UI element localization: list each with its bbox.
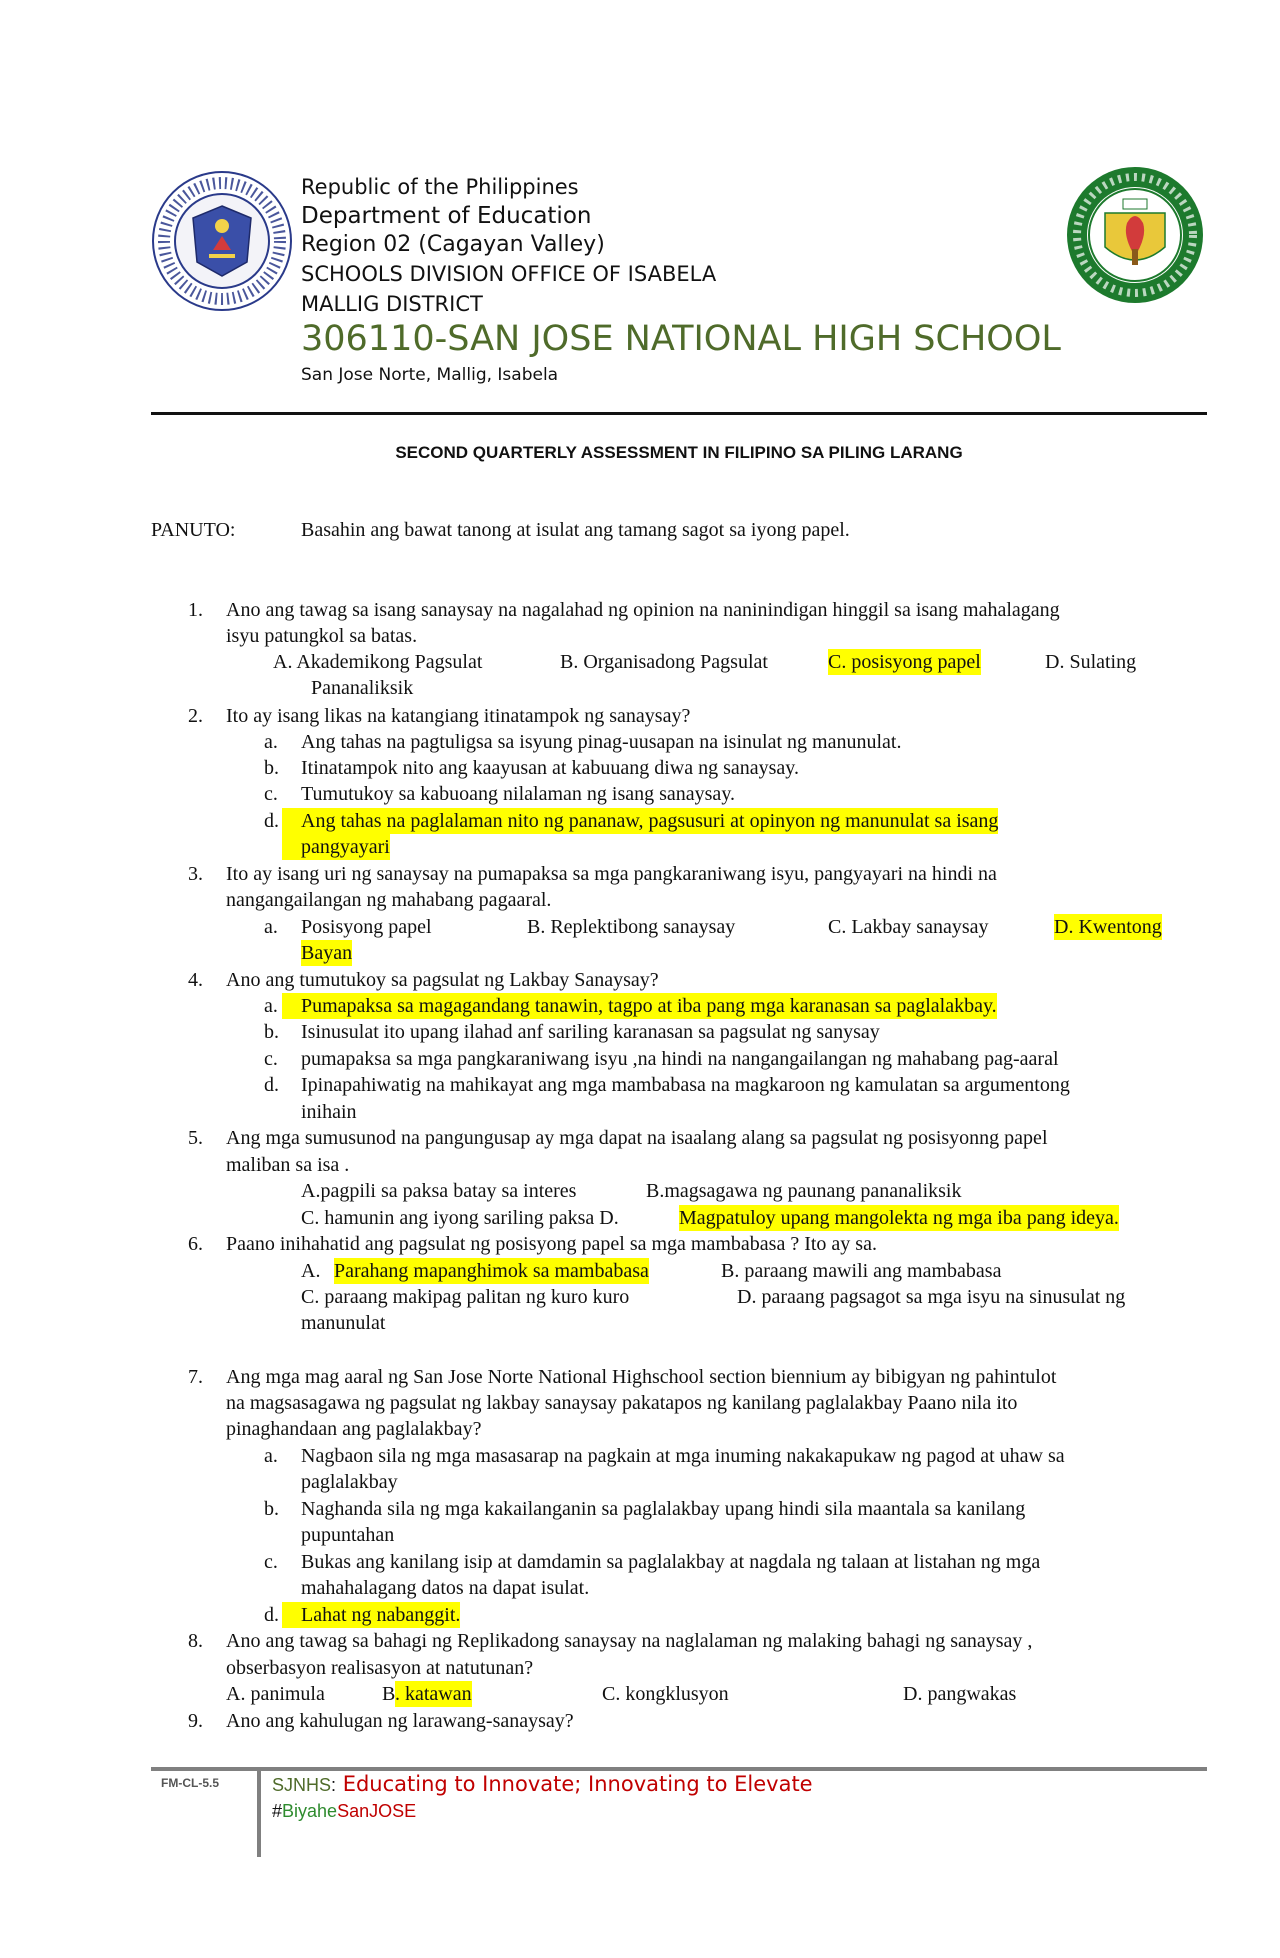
q7-letter-a: a. [264, 1445, 278, 1467]
instructions-text: Basahin ang bawat tanong at isulat ang tamang sagot sa iyong papel. [301, 519, 850, 541]
q6-option-a-answer: Parahang mapanghimok sa mambabasa [334, 1260, 649, 1282]
q7-text-line3: pinaghandaan ang paglalakbay? [226, 1418, 482, 1440]
footer-motto-line [272, 1772, 813, 1796]
header-district: MALLIG DISTRICT [301, 292, 483, 316]
q1-number: 1. [188, 599, 203, 621]
header-department: Department of Education [301, 203, 592, 229]
q7-letter-d: d. [264, 1604, 279, 1626]
q3-option-d-line2: Bayan [301, 942, 353, 964]
q7-letter-b: b. [264, 1498, 279, 1520]
header-divider [151, 412, 1207, 415]
footer-colon: : [331, 1775, 337, 1795]
q3-text-line2: nangangailangan ng mahabang pagaaral. [226, 889, 552, 911]
q4-option-d-line2: inihain [301, 1101, 357, 1123]
q5-text-line2: maliban sa isa . [226, 1154, 350, 1176]
q3-letter-a: a. [264, 916, 278, 938]
q1-option-d: D. Sulating [1045, 651, 1137, 673]
q4-text: Ano ang tumutukoy sa pagsulat ng Lakbay Sanaysay? [226, 969, 659, 991]
q6-option-a-label: A. [301, 1260, 321, 1282]
q8-number: 8. [188, 1630, 203, 1652]
header-region: Region 02 (Cagayan Valley) [301, 232, 605, 257]
q4-letter-a: a. [264, 995, 278, 1017]
q1-option-d-line2: Pananaliksik [311, 677, 414, 699]
q8-option-b-answer: . katawan [395, 1683, 472, 1705]
q3-option-a: Posisyong papel [301, 916, 432, 938]
footer-vertical-divider [257, 1769, 261, 1857]
q2-letter-b: b. [264, 757, 279, 779]
q5-option-b: B.magsagawa ng paunang pananaliksik [646, 1180, 962, 1202]
q4-option-d: Ipinapahiwatig na mahikayat ang mga mambabasa na magkaroon ng kamulatan sa argumentong [301, 1074, 1070, 1096]
q4-letter-c: c. [264, 1048, 278, 1070]
footer-divider [151, 1767, 1207, 1771]
q1-option-a: A. Akademikong Pagsulat [273, 651, 483, 673]
deped-seal-logo [151, 170, 293, 312]
q2-option-a: Ang tahas na pagtuligsa sa isyung pinag-uusapan na isinulat ng manunulat. [301, 731, 902, 753]
q1-option-b: B. Organisadong Pagsulat [560, 651, 768, 673]
q6-option-c: C. paraang makipag palitan ng kuro kuro [301, 1286, 630, 1308]
school-name: 306110-SAN JOSE NATIONAL HIGH SCHOOL [301, 319, 1061, 359]
q1-text-line2: isyu patungkol sa batas. [226, 625, 418, 647]
q1-option-c-answer: C. posisyong papel [828, 651, 981, 673]
q2-letter-d: d. [264, 810, 279, 832]
q4-option-c: pumapaksa sa mga pangkaraniwang isyu ,na hindi na nangangailangan ng mahabang pag-aaral [301, 1048, 1059, 1070]
q3-option-c: C. Lakbay sanaysay [828, 916, 989, 938]
q2-option-b: Itinatampok nito ang kaayusan at kabuuang diwa ng sanaysay. [301, 757, 800, 779]
school-address: San Jose Norte, Mallig, Isabela [301, 365, 559, 385]
footer-hashtag [272, 1801, 416, 1822]
q5-option-c: C. hamunin ang iyong sariling paksa D. [301, 1207, 619, 1229]
sdo-isabela-seal-logo [1065, 165, 1205, 305]
q2-number: 2. [188, 705, 203, 727]
q5-text-line1: Ang mga sumusunod na pangungusap ay mga dapat na isaalang alang sa pagsulat ng posisyonng papel [226, 1127, 1048, 1149]
q7-option-a-line2: paglalakbay [301, 1471, 398, 1493]
assessment-title: SECOND QUARTERLY ASSESSMENT IN FILIPINO SA PILING LARANG [395, 443, 963, 462]
q3-option-d-answer: D. Kwentong [1054, 916, 1162, 938]
q8-option-a: A. panimula [226, 1683, 325, 1705]
q7-option-b-line2: pupuntahan [301, 1524, 395, 1546]
q6-text: Paano inihahatid ang pagsulat ng posisyong papel sa mga mambabasa ? Ito ay sa. [226, 1233, 877, 1255]
hashtag-symbol: # [272, 1801, 283, 1821]
q2-letter-c: c. [264, 783, 278, 805]
q2-option-c: Tumutukoy sa kabuoang nilalaman ng isang sanaysay. [301, 783, 736, 805]
q7-number: 7. [188, 1366, 203, 1388]
q4-letter-b: b. [264, 1021, 279, 1043]
q7-option-c: Bukas ang kanilang isip at damdamin sa paglalakbay at nagdala ng talaan at listahan ng mga [301, 1551, 1041, 1573]
q2-letter-a: a. [264, 731, 278, 753]
footer-motto: Educating to Innovate; Innovating to Elevate [336, 1772, 813, 1796]
q6-number: 6. [188, 1233, 203, 1255]
q8-option-b-letter: B [382, 1683, 396, 1705]
q8-option-d: D. pangwakas [903, 1683, 1017, 1705]
q3-text-line1: Ito ay isang uri ng sanaysay na pumapaksa sa mga pangkaraniwang isyu, pangyayari na hindi na [226, 863, 997, 885]
q7-text-line1: Ang mga mag aaral ng San Jose Norte National Highschool section biennium ay bibigyan ng pahintulot [226, 1366, 1057, 1388]
header-division: SCHOOLS DIVISION OFFICE OF ISABELA [301, 262, 717, 286]
q7-letter-c: c. [264, 1551, 278, 1573]
q1-text-line1: Ano ang tawag sa isang sanaysay na nagalahad ng opinion na naninindigan hinggil sa isang mahalagang [226, 599, 1060, 621]
q8-text-line1: Ano ang tawag sa bahagi ng Replikadong sanaysay na naglalaman ng malaking bahagi ng sanaysay , [226, 1630, 1033, 1652]
q9-text: Ano ang kahulugan ng larawang-sanaysay? [226, 1710, 574, 1732]
q2-option-d-line2: pangyayari [282, 834, 390, 860]
footer-sjnhs: SJNHS [272, 1775, 332, 1795]
q3-option-b: B. Replektibong sanaysay [527, 916, 736, 938]
hashtag-biyahe: Biyahe [282, 1801, 338, 1821]
q8-option-c: C. kongklusyon [602, 1683, 729, 1705]
q7-option-c-line2: mahahalagang datos na dapat isulat. [301, 1577, 590, 1599]
instructions-label: PANUTO: [151, 519, 236, 541]
hashtag-jose: JOSE [369, 1801, 417, 1821]
q4-option-a-answer: Pumapaksa sa magagandang tanawin, tagpo at iba pang mga karanasan sa paglalakbay. [282, 993, 997, 1019]
q7-option-a: Nagbaon sila ng mga masasarap na pagkain at mga inuming nakakapukaw ng pagod at uhaw sa [301, 1445, 1065, 1467]
q6-option-b: B. paraang mawili ang mambabasa [721, 1260, 1002, 1282]
q6-option-d-line2: manunulat [301, 1312, 386, 1334]
q3-number: 3. [188, 863, 203, 885]
q7-option-b: Naghanda sila ng mga kakailanganin sa paglalakbay upang hindi sila maantala sa kanilang [301, 1498, 1026, 1520]
hashtag-san: San [337, 1801, 370, 1821]
header-republic: Republic of the Philippines [301, 175, 579, 199]
q2-text: Ito ay isang likas na katangiang itinatampok ng sanaysay? [226, 705, 691, 727]
q4-option-b: Isinusulat ito upang ilahad anf sariling karanasan sa pagsulat ng sanysay [301, 1021, 880, 1043]
q7-option-d-answer: Lahat ng nabanggit. [282, 1602, 460, 1628]
q8-text-line2: obserbasyon realisasyon at natutunan? [226, 1657, 534, 1679]
q5-option-d-answer: Magpatuloy upang mangolekta ng mga iba pang ideya. [679, 1207, 1119, 1229]
q6-option-d: D. paraang pagsagot sa mga isyu na sinusulat ng [737, 1286, 1126, 1308]
q4-number: 4. [188, 969, 203, 991]
q9-number: 9. [188, 1710, 203, 1732]
form-code: FM-CL-5.5 [161, 1776, 219, 1790]
q5-option-a: A.pagpili sa paksa batay sa interes [301, 1180, 577, 1202]
q4-letter-d: d. [264, 1074, 279, 1096]
q5-number: 5. [188, 1127, 203, 1149]
q7-text-line2: na magsasagawa ng pagsulat ng lakbay sanaysay pakatapos ng kanilang paglalakbay Paano nila ito [226, 1392, 1018, 1414]
q2-option-d-answer: Ang tahas na paglalaman nito ng pananaw, pagsusuri at opinyon ng manunulat sa isang [282, 808, 998, 834]
